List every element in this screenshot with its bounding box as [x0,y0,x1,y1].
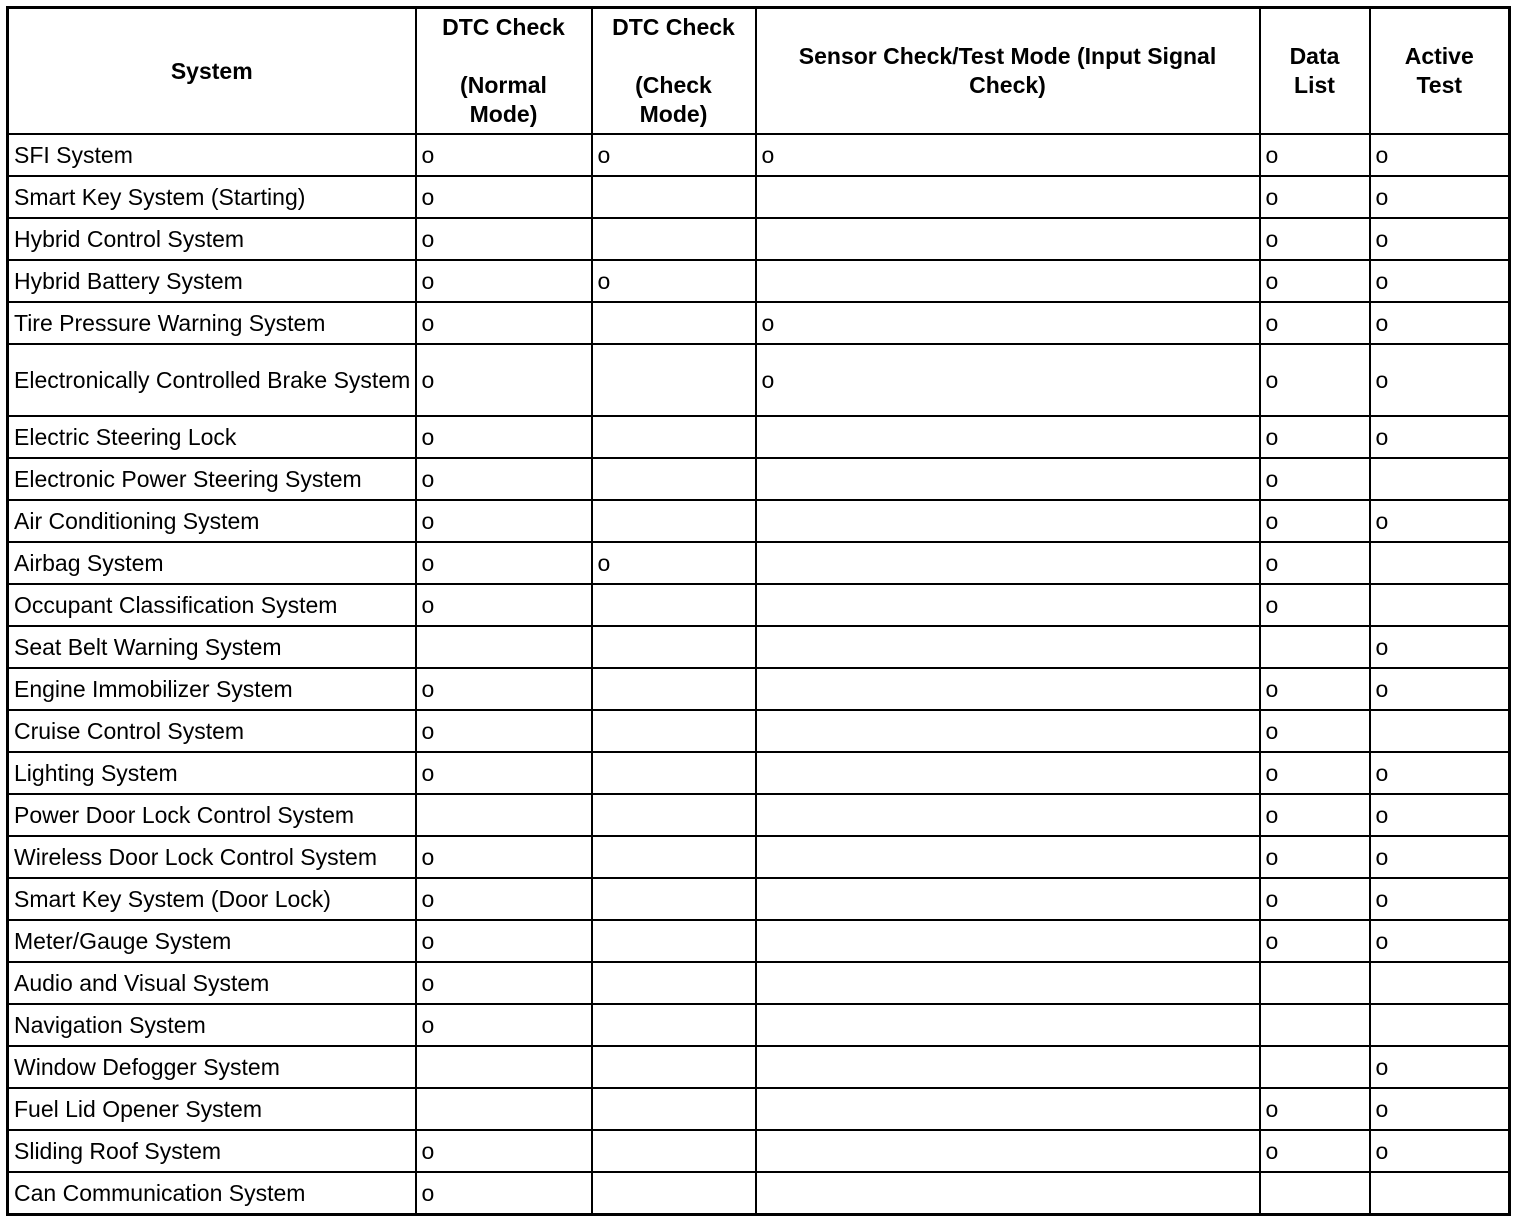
dtc-check-mark [592,458,756,500]
sensor-check-mark [756,1172,1260,1215]
active-test-mark [1370,1004,1510,1046]
dtc-check-mark [592,1004,756,1046]
table-row [8,500,1510,542]
dtc-check-mark [592,218,756,260]
sensor-check-mark [756,500,1260,542]
dtc-normal-mark [416,626,592,668]
dtc-normal-mark: o [416,962,592,1004]
dtc-check-mark: o [592,260,756,302]
dtc-normal-mark: o [416,344,592,416]
system-name-cell: Can Communication System [8,1172,416,1215]
dtc-check-mark [592,1088,756,1130]
dtc-normal-mark: o [416,542,592,584]
table-row [8,176,1510,218]
system-name-cell: Seat Belt Warning System [8,626,416,668]
table-row [8,302,1510,344]
sensor-check-mark [756,836,1260,878]
dtc-check-mark [592,626,756,668]
dtc-check-mark [592,668,756,710]
active-test-mark [1370,710,1510,752]
dtc-normal-mark: o [416,1172,592,1215]
sensor-check-mark [756,626,1260,668]
active-test-mark: o [1370,1046,1510,1088]
dtc-check-mark [592,836,756,878]
data-list-mark: o [1260,920,1370,962]
data-list-mark [1260,626,1370,668]
active-test-mark: o [1370,836,1510,878]
data-list-mark: o [1260,1130,1370,1172]
data-list-mark: o [1260,458,1370,500]
sensor-check-mark [756,260,1260,302]
dtc-check-mark [592,416,756,458]
system-name-cell: Electric Steering Lock [8,416,416,458]
dtc-check-mark [592,1046,756,1088]
sensor-check-mark [756,878,1260,920]
data-list-mark: o [1260,1088,1370,1130]
table-row [8,218,1510,260]
table-row [8,920,1510,962]
dtc-normal-mark: o [416,878,592,920]
data-list-mark: o [1260,752,1370,794]
table-row [8,668,1510,710]
active-test-mark [1370,962,1510,1004]
dtc-check-mark [592,344,756,416]
active-test-mark: o [1370,794,1510,836]
dtc-check-mark [592,710,756,752]
dtc-check-mark [592,920,756,962]
data-list-mark: o [1260,134,1370,176]
system-name-cell: Power Door Lock Control System [8,794,416,836]
system-name-cell: Engine Immobilizer System [8,668,416,710]
data-list-mark: o [1260,500,1370,542]
table-row [8,134,1510,176]
dtc-normal-mark: o [416,836,592,878]
sensor-check-mark [756,176,1260,218]
table-row [8,836,1510,878]
dtc-check-mark [592,500,756,542]
system-name-cell: Smart Key System (Starting) [8,176,416,218]
dtc-normal-mark: o [416,260,592,302]
table-row [8,1004,1510,1046]
sensor-check-mark: o [756,134,1260,176]
dtc-check-mark [592,176,756,218]
dtc-check-mark [592,752,756,794]
data-list-mark: o [1260,542,1370,584]
system-name-cell: Hybrid Control System [8,218,416,260]
system-name-cell: Electronic Power Steering System [8,458,416,500]
system-name-cell: Airbag System [8,542,416,584]
active-test-mark: o [1370,878,1510,920]
system-name-cell: Hybrid Battery System [8,260,416,302]
active-test-mark: o [1370,626,1510,668]
data-list-mark: o [1260,218,1370,260]
dtc-normal-mark: o [416,176,592,218]
system-name-cell: Navigation System [8,1004,416,1046]
table-body [8,134,1510,1215]
dtc-check-mark [592,1130,756,1172]
sensor-check-mark [756,1004,1260,1046]
data-list-mark [1260,1046,1370,1088]
active-test-mark: o [1370,752,1510,794]
dtc-normal-mark: o [416,416,592,458]
dtc-check-mark [592,584,756,626]
dtc-check-mark [592,302,756,344]
active-test-mark [1370,1172,1510,1215]
active-test-mark: o [1370,260,1510,302]
system-name-cell: Occupant Classification System [8,584,416,626]
sensor-check-mark [756,416,1260,458]
data-list-mark: o [1260,260,1370,302]
sensor-check-mark: o [756,344,1260,416]
system-name-cell: Sliding Roof System [8,1130,416,1172]
sensor-check-mark [756,668,1260,710]
data-list-mark [1260,962,1370,1004]
dtc-check-mark [592,878,756,920]
header-sensor-check: Sensor Check/Test Mode (Input Signal Check) [756,8,1260,135]
active-test-mark: o [1370,218,1510,260]
system-name-cell: Tire Pressure Warning System [8,302,416,344]
active-test-mark: o [1370,1088,1510,1130]
header-active-test: Active Test [1370,8,1510,135]
dtc-check-mark [592,794,756,836]
active-test-mark [1370,584,1510,626]
header-row [8,8,1510,135]
system-name-cell: Meter/Gauge System [8,920,416,962]
sensor-check-mark [756,584,1260,626]
sensor-check-mark [756,218,1260,260]
data-list-mark: o [1260,584,1370,626]
table-row [8,542,1510,584]
dtc-normal-mark [416,1046,592,1088]
table-row [8,1130,1510,1172]
dtc-normal-mark: o [416,752,592,794]
dtc-normal-mark: o [416,920,592,962]
sensor-check-mark [756,1046,1260,1088]
active-test-mark: o [1370,416,1510,458]
data-list-mark: o [1260,302,1370,344]
sensor-check-mark [756,920,1260,962]
table-row [8,752,1510,794]
data-list-mark: o [1260,176,1370,218]
table-row [8,584,1510,626]
dtc-check-mark [592,962,756,1004]
diagnosis-function-table [6,6,1511,1216]
data-list-mark: o [1260,794,1370,836]
table-row [8,416,1510,458]
dtc-normal-mark: o [416,302,592,344]
header-system: System [8,8,416,135]
data-list-mark: o [1260,344,1370,416]
data-list-mark: o [1260,668,1370,710]
system-name-cell: Wireless Door Lock Control System [8,836,416,878]
table-row [8,344,1510,416]
active-test-mark [1370,458,1510,500]
sensor-check-mark [756,752,1260,794]
dtc-normal-mark: o [416,134,592,176]
sensor-check-mark [756,458,1260,500]
system-name-cell: Fuel Lid Opener System [8,1088,416,1130]
system-name-cell: Electronically Controlled Brake System [8,344,416,416]
sensor-check-mark [756,962,1260,1004]
dtc-normal-mark: o [416,584,592,626]
dtc-normal-mark: o [416,500,592,542]
active-test-mark [1370,542,1510,584]
table-row [8,962,1510,1004]
active-test-mark: o [1370,1130,1510,1172]
sensor-check-mark [756,1088,1260,1130]
system-name-cell: Air Conditioning System [8,500,416,542]
sensor-check-mark: o [756,302,1260,344]
table-row [8,260,1510,302]
dtc-normal-mark: o [416,668,592,710]
data-list-mark [1260,1172,1370,1215]
dtc-normal-mark [416,794,592,836]
table-row [8,1046,1510,1088]
dtc-normal-mark: o [416,710,592,752]
table-row [8,878,1510,920]
table-row [8,626,1510,668]
dtc-normal-mark: o [416,218,592,260]
system-name-cell: Cruise Control System [8,710,416,752]
header-data-list: Data List [1260,8,1370,135]
sensor-check-mark [756,1130,1260,1172]
header-dtc-check-check: DTC Check (Check Mode) [592,8,756,135]
data-list-mark: o [1260,836,1370,878]
data-list-mark [1260,1004,1370,1046]
active-test-mark: o [1370,668,1510,710]
data-list-mark: o [1260,878,1370,920]
active-test-mark: o [1370,344,1510,416]
table-row [8,710,1510,752]
dtc-normal-mark: o [416,458,592,500]
system-name-cell: Window Defogger System [8,1046,416,1088]
active-test-mark: o [1370,302,1510,344]
dtc-check-mark [592,1172,756,1215]
data-list-mark: o [1260,710,1370,752]
table-row [8,1172,1510,1215]
system-name-cell: Smart Key System (Door Lock) [8,878,416,920]
system-name-cell: Lighting System [8,752,416,794]
header-dtc-check-normal: DTC Check (Normal Mode) [416,8,592,135]
dtc-check-mark: o [592,542,756,584]
system-name-cell: SFI System [8,134,416,176]
dtc-normal-mark [416,1088,592,1130]
dtc-check-mark: o [592,134,756,176]
system-name-cell: Audio and Visual System [8,962,416,1004]
active-test-mark: o [1370,500,1510,542]
table-row [8,794,1510,836]
dtc-normal-mark: o [416,1004,592,1046]
sensor-check-mark [756,710,1260,752]
table-row [8,1088,1510,1130]
active-test-mark: o [1370,920,1510,962]
data-list-mark: o [1260,416,1370,458]
sensor-check-mark [756,794,1260,836]
sensor-check-mark [756,542,1260,584]
active-test-mark: o [1370,176,1510,218]
table-row [8,458,1510,500]
dtc-normal-mark: o [416,1130,592,1172]
active-test-mark: o [1370,134,1510,176]
